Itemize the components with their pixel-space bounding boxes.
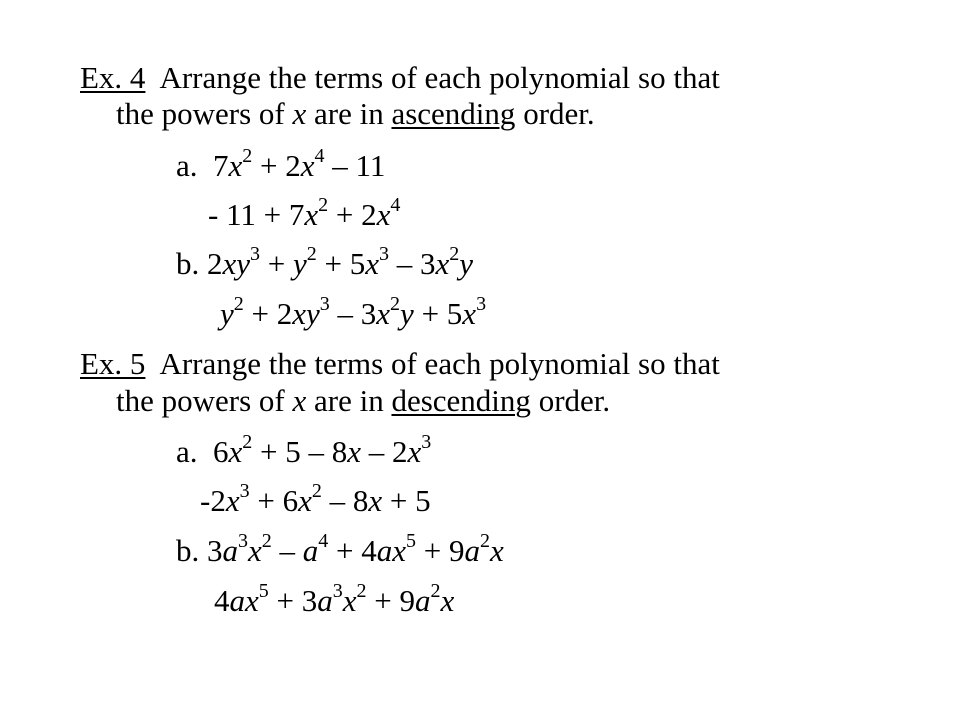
ex4-label: Ex. 4 <box>80 60 146 95</box>
ex4a-answer <box>208 193 401 233</box>
ex5b-answer-expression: $4ax^5 + 3a^3x^2 + 9a^2x$ <box>214 579 455 618</box>
ex5-keyword: descending <box>391 383 531 418</box>
ex5b-problem <box>176 529 504 569</box>
ex4b-answer <box>220 292 487 332</box>
ex4-heading-line2 <box>116 96 595 132</box>
ex5-instruction: Arrange the terms of each polynomial so that <box>159 346 720 381</box>
ex5-text-post: order. <box>530 383 611 418</box>
ex4b-problem <box>176 242 474 282</box>
ex5b-expression: $3a^3x^2 - a^4 + 4ax^5 + 9a^2x$ <box>207 529 504 568</box>
ex4b-label: b. <box>176 246 200 281</box>
ex4a-problem <box>176 144 386 184</box>
ex5-heading-line2 <box>116 383 610 419</box>
ex5a-label: a. <box>176 434 198 469</box>
ex5-label: Ex. 5 <box>80 346 146 381</box>
ex4a-answer-expression: - $11 + 7x^2 + 2x^4$ <box>208 193 401 232</box>
ex5a-problem <box>176 430 432 470</box>
ex4-text-pre: the powers of <box>116 96 293 131</box>
ex5-text-mid: are in <box>306 383 392 418</box>
ex5a-answer <box>200 479 431 519</box>
ex5-heading-line1 <box>80 346 720 382</box>
ex5b-label: b. <box>176 533 200 568</box>
ex5a-answer-expression: $-2x^3 + 6x^2 - 8x + 5$ <box>200 479 431 518</box>
ex4a-label: a. <box>176 148 198 183</box>
ex4-instruction: Arrange the terms of each polynomial so that <box>159 60 720 95</box>
ex5-text-pre: the powers of <box>116 383 293 418</box>
ex4-text-mid: are in <box>306 96 392 131</box>
ex4-keyword: ascending <box>391 96 516 131</box>
ex4-var: x <box>292 96 307 131</box>
ex4b-expression: $2xy^3 + y^2 + 5x^3 - 3x^2y$ <box>207 242 474 281</box>
ex5b-answer <box>214 579 455 619</box>
ex4a-expression: $7x^2 + 2x^4 - 11$ <box>213 144 386 183</box>
ex4b-answer-expression: $y^2 + 2xy^3 - 3x^2y + 5x^3$ <box>220 292 487 331</box>
ex4-text-post: order. <box>515 96 595 131</box>
ex5a-expression: $6x^2 + 5 - 8x - 2x^3$ <box>213 430 432 469</box>
ex5-var: x <box>292 383 307 418</box>
ex4-heading-line1 <box>80 60 720 96</box>
